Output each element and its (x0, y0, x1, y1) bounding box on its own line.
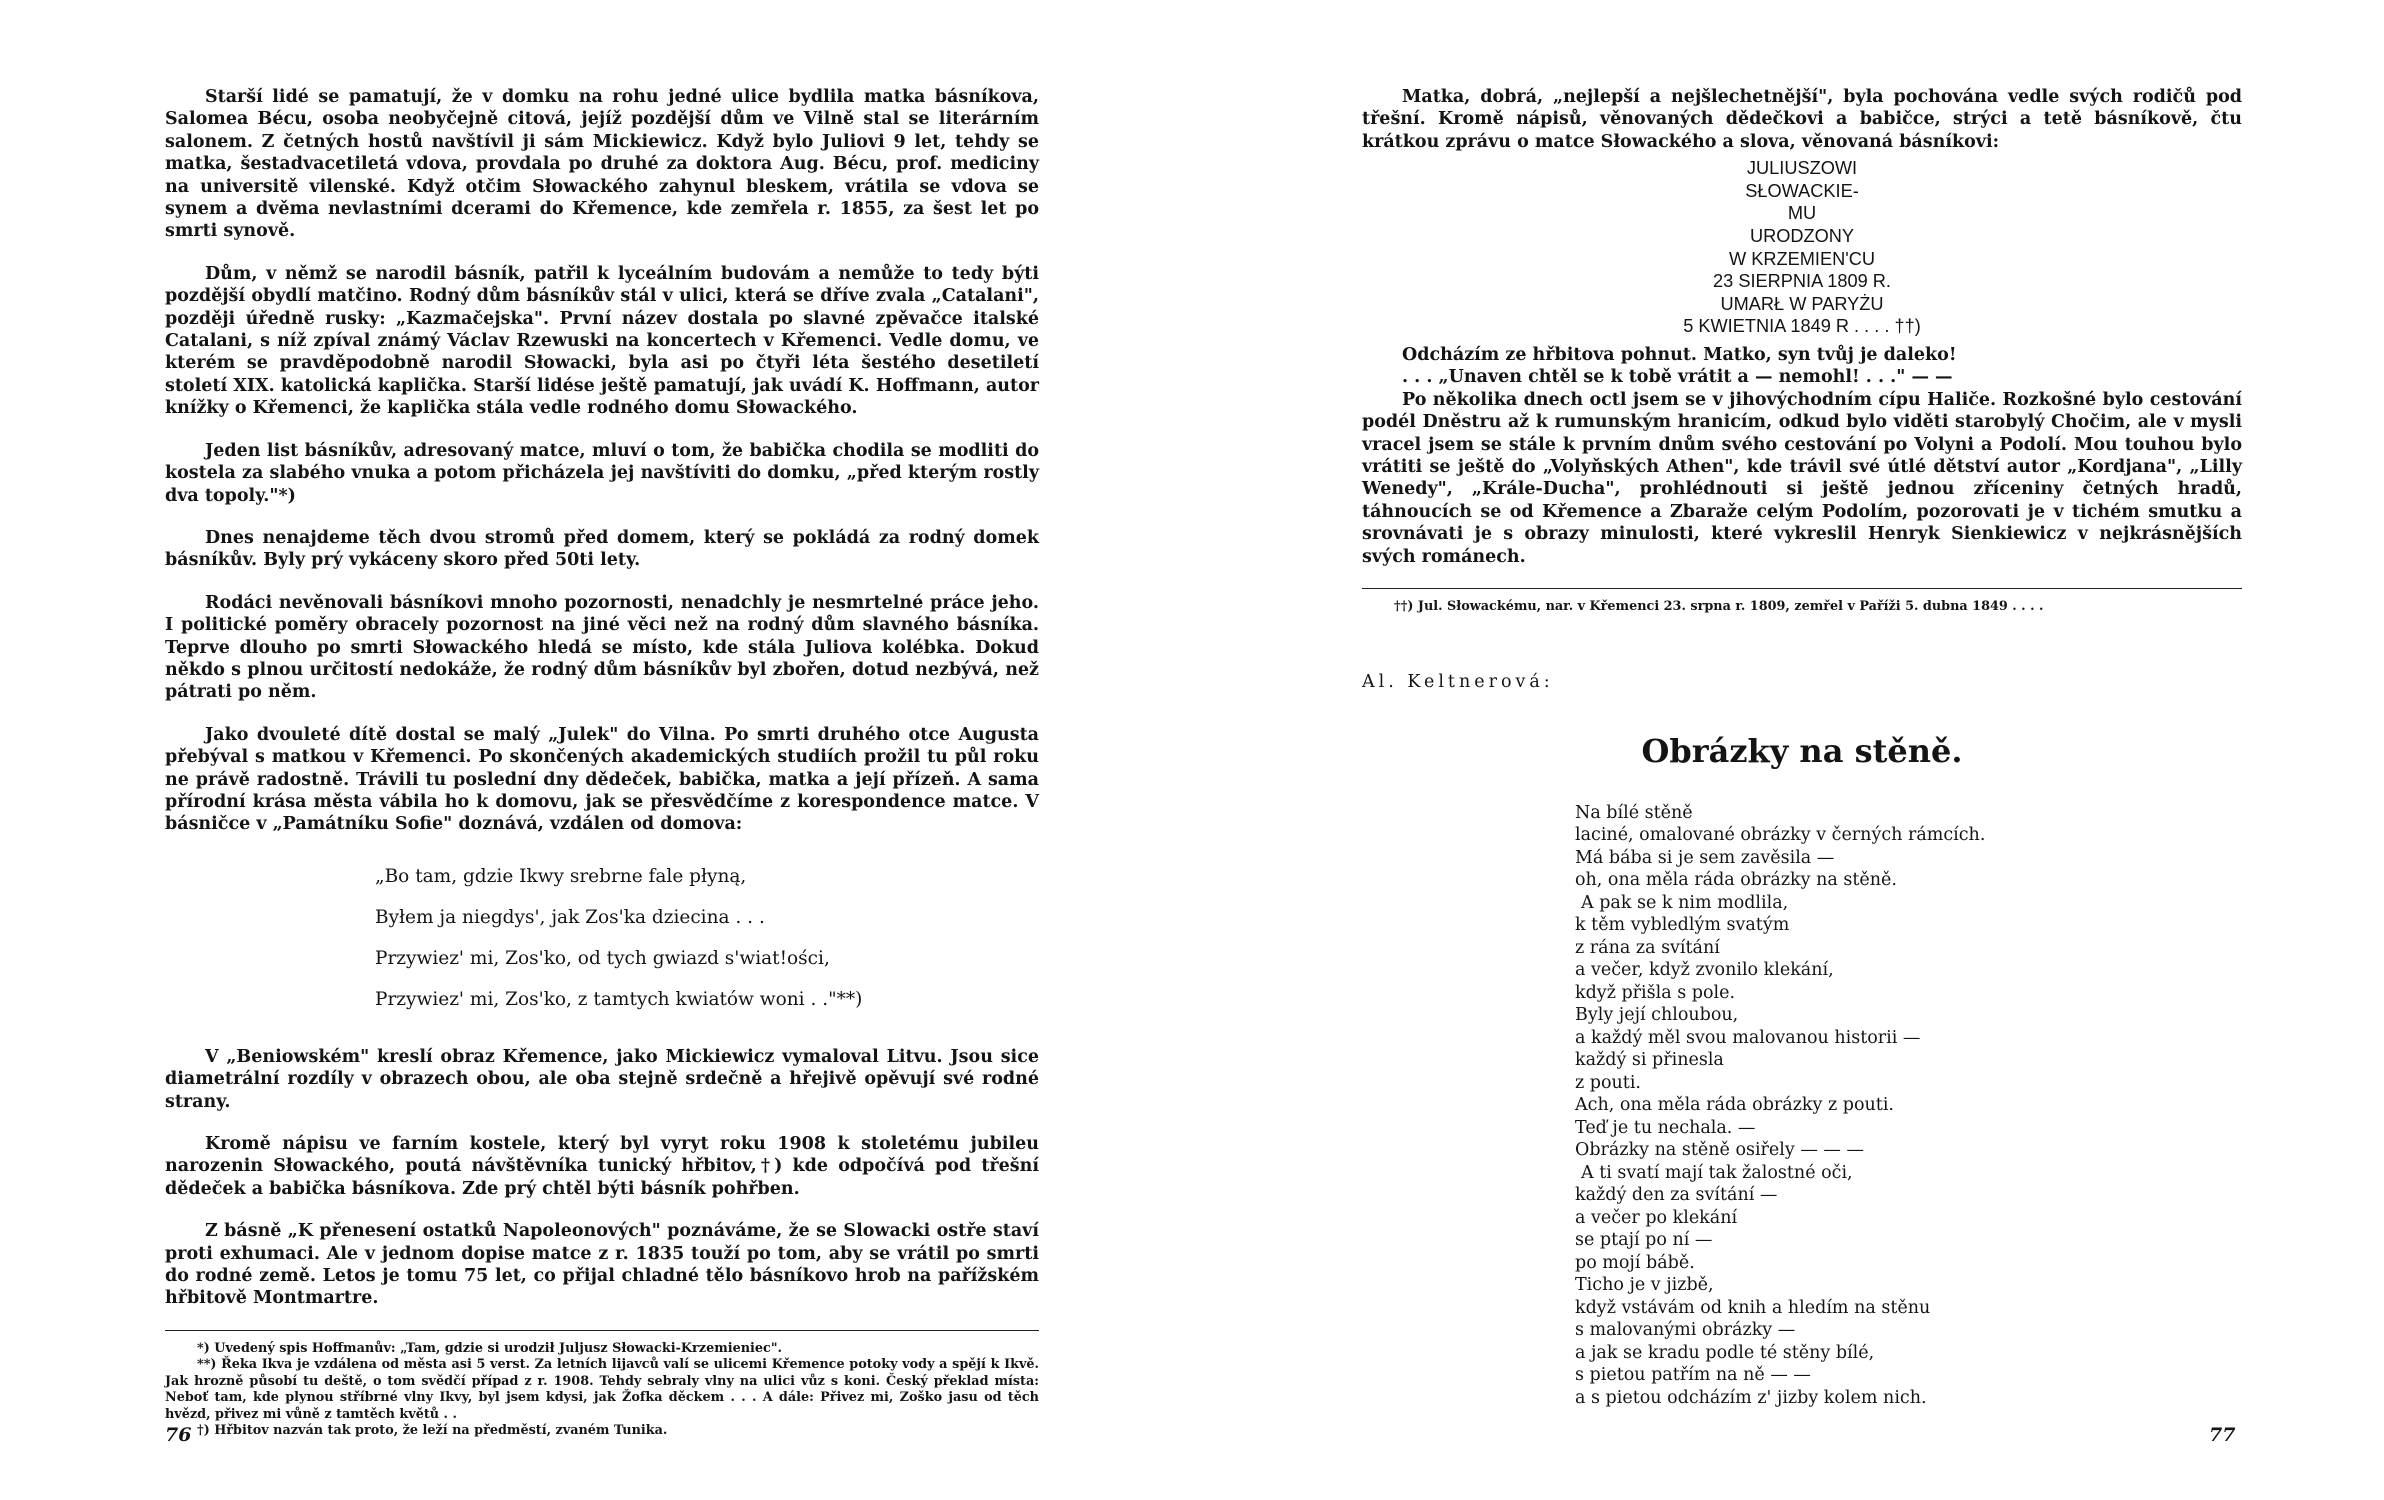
quote-line: Byłem ja niegdys', jak Zos'ka dziecina . . . (375, 906, 765, 928)
poem-line: Ticho je v jizbě, (1575, 1275, 1714, 1296)
poem-line: Na bílé stěně (1575, 802, 1693, 823)
poem-line: když přišla s pole. (1575, 982, 1736, 1003)
poem-line: s malovanými obrázky — (1575, 1320, 1796, 1341)
quote-line: „Bo tam, gdzie Ikwy srebrne fale płyną, (375, 865, 747, 887)
paragraph: Kromě nápisu ve farním kostele, který byl vyryt roku 1908 k stoletému jubileu narozenin Słowackého, poutá návštěvníka tunický hřbitov,†) kde odpočívá pod třešní dědeček a babička básníkova. Zde prý chtěl býti básník pohřben. (165, 1134, 1039, 1199)
footnote-divider (165, 1330, 1039, 1331)
poem-line: z rána za svítání (1575, 937, 1720, 958)
paragraph: . . . „Unaven chtěl se k tobě vrátit a — nemohl! . . ." — — (1402, 367, 1953, 388)
footnote: †) Hřbitov nazván tak proto, že leží na předměstí, zvaném Tunika. (197, 1423, 668, 1439)
poem-line: A pak se k nim modlila, (1581, 892, 1789, 913)
footnote-divider (1362, 588, 2242, 589)
poem (1575, 802, 2242, 1410)
poem-line: a s pietou odcházím z' jizby kolem nich. (1575, 1387, 1927, 1408)
polish-verse-quote (375, 856, 1039, 1020)
right-text-column (1362, 86, 2242, 1409)
poem-line: Má bába si je sem zavěsila — (1575, 847, 1835, 868)
poem-line: oh, ona měla ráda obrázky na stěně. (1575, 870, 1897, 891)
poem-line: po mojí bábě. (1575, 1252, 1695, 1273)
inscription-line: MU (1787, 203, 1817, 224)
poem-line: Byly její chloubou, (1575, 1005, 1739, 1026)
poem-line: každý si přinesla (1575, 1050, 1724, 1071)
page-number: 76 (165, 1424, 192, 1446)
poem-line: A ti svatí mají tak žalostné oči, (1581, 1162, 1853, 1183)
right-page (1192, 0, 2384, 1500)
poem-line: laciné, omalované obrázky v černých rámcích. (1575, 825, 1986, 846)
inscription-line: JULIUSZOWI (1746, 158, 1858, 179)
footnote: ††) Jul. Słowackému, nar. v Křemenci 23. srpna r. 1809, zemřel v Paříži 5. dubna 1849 . . . . (1394, 599, 2044, 615)
poem-line: Teď je tu nechala. — (1575, 1117, 1756, 1138)
grave-inscription (1362, 157, 2242, 338)
paragraph: Matka, dobrá, „nejlepší a nejšlechetnější", byla pochována vedle svých rodičů pod třešní. Kromě nápisů, věnovaných dědečkovi a babičce, strýci a tetě básníkově, čtu krátkou zprávu o matce Słowackého a slova, věnovaná básníkovi: (1362, 87, 2242, 152)
poem-line: když vstávám od knih a hledím na stěnu (1575, 1297, 1931, 1318)
inscription-line: URODZONY (1749, 226, 1855, 246)
poem-line: k těm vybledlým svatým (1575, 915, 1790, 936)
quote-line: Przywiez' mi, Zos'ko, od tych gwiazd s'wiat!ości, (375, 947, 830, 969)
inscription-line: SŁOWACKIE- (1745, 180, 1859, 201)
poem-line: a jak se kradu podle té stěny bílé, (1575, 1342, 1875, 1363)
poem-line: a večer, když zvonilo klekání, (1575, 960, 1834, 981)
left-text-column (165, 86, 1039, 1440)
footnote: **) Řeka Ikva je vzdálena od města asi 5 verst. Za letních lijavců valí se ulicemi Křemence potoky vody a spějí k Ikvě. Jak hrozně působí tu deště, o tom svědčí případ z r. 1908. Tehdy sebraly vlny na ulici vůz s koni. Český překlad místa: Neboť tam, kde plynou stříbrné vlny Ikvy, byl jsem kdysi, jak Žofka děckem . . . A dále: Přivez mi, Zoško jasu od těch hvězd, přivez mi vůně z tamtěch květů . . (165, 1357, 1039, 1422)
paragraph: Rodáci nevěnovali básníkovi mnoho pozornosti, nenadchly je nesmrtelné práce jeho. I politické poměry obracely pozornost na jiné věci než na rodný dům slavného básníka. Teprve dlouho po smrti Słowackého hledá se místo, kde stála Juliova kolébka. Dokud někdo s plnou určitostí nedokáže, že rodný dům básníkův byl zbořen, dotud nezbývá, než pátrati po něm. (165, 592, 1039, 703)
paragraph: Jeden list básníkův, adresovaný matce, mluví o tom, že babička chodila se modliti do kostela za slabého vnuka a potom přicházela jej navštíviti do domku, „před kterým rostly dva topoly."*) (165, 440, 1039, 506)
poem-line: Obrázky na stěně osiřely — — — (1575, 1140, 1864, 1161)
poem-line: a večer po klekání (1575, 1207, 1738, 1228)
inscription-line: UMARŁ W PARYŻU (1720, 293, 1884, 314)
poem-title: Obrázky na stěně. (1641, 731, 1963, 770)
paragraph: Z básně „K přenesení ostatků Napoleonových" poznáváme, že se Slowacki ostře staví proti exhumaci. Ale v jednom dopise matce z r. 1835 touží po tom, aby se vrátil po smrti do rodné země. Letos je tomu 75 let, co přijal chladné tělo básníkovo hrob na pařížském hřbitově Montmartre. (165, 1221, 1039, 1309)
poem-line: každý den za svítání — (1575, 1185, 1778, 1206)
paragraph: Dům, v němž se narodil básník, patřil k lyceálním budovám a nemůže to tedy býti pozdější obydlí matčino. Rodný dům básníkův stál v ulici, která se dříve zvala „Catalani", později úředně rusky: „Kazmačejska". První název dostala po slavné zpěvačce italské Catalani, s níž zpíval známý Václav Rzewuski na koncertech v Křemenci. Vedle domu, ve kterém se pravděpodobně narodil Słowacki, byla asi po čtyři léta šestého desetiletí století XIX. katolická kaplička. Starší lidése ještě pamatují, jak uvádí K. Hoffmann, autor knížky o Křemenci, že kaplička stála vedle rodného domu Słowackého. (165, 263, 1039, 419)
poem-line: Ach, ona měla ráda obrázky z pouti. (1575, 1095, 1894, 1116)
poem-author: Al. Keltnerová: (1362, 671, 1554, 692)
paragraph: Starší lidé se pamatují, že v domku na rohu jedné ulice bydlila matka básníkova, Salomea Bécu, osoba neobyčejně citová, jejíž pozdější dům ve Vilně stal se literárním salonem. Z četných hostů navštívil ji sám Mickiewicz. Když bylo Juliovi 9 let, tehdy se matka, šestadvacetiletá vdova, provdala po druhé za doktora Aug. Bécu, prof. mediciny na universitě vilenské. Když otčim Słowackého zahynul bleskem, vrátila se vdova se synem a dvěma nevlastními dcerami do Křemence, kde zemřela r. 1855, za šest let po smrti synově. (165, 87, 1039, 242)
inscription-line: W KRZEMIEN'CU (1729, 248, 1875, 269)
inscription-line: 23 SIERPNIA 1809 R. (1713, 271, 1891, 292)
footnote: *) Uvedený spis Hoffmanův: „Tam, gdzie si urodził Juljusz Słowacki-Krzemieniec". (197, 1340, 782, 1356)
poem-line: z pouti. (1575, 1072, 1641, 1093)
page-number: 77 (2209, 1424, 2236, 1446)
inscription-line: 5 KWIETNIA 1849 R . . . . ††) (1683, 316, 1921, 337)
poem-line: s pietou patřím na ně — — (1575, 1365, 1811, 1386)
quote-line: Przywiez' mi, Zos'ko, z tamtych kwiatów woni . ."**) (375, 988, 863, 1010)
paragraph: V „Beniowském" kreslí obraz Křemence, jako Mickiewicz vymaloval Litvu. Jsou sice diametrální rozdíly v obrazech obou, ale oba stejně srdečně a hřejivě opěvují své rodné strany. (165, 1046, 1039, 1112)
paragraph: Po několika dnech octl jsem se v jihovýchodním cípu Haliče. Rozkošné bylo cestování podél Dněstru až k rumunským hranicím, odkud bylo viděti starobylý Chočim, ale v mysli vracel jsem se stále k prvním dnům svého cestování po Volyni a Podolí. Mou touhou bylo vrátiti se ještě do „Volyňských Athen", kde trávil své útlé dětství autor „Kordjana", „Lilly Wenedy", „Krále-Ducha", prohlédnouti si ještě jednou zříceniny četných hradů, táhnoucích se od Křemence a Zbaraže celým Podolím, pozorovati je v tichém smutku a srovnávati je s obrazy minulosti, které vykreslil Henryk Sienkiewicz v nejkrásnějších svých románech. (1362, 389, 2242, 567)
poem-line: a každý měl svou malovanou historii — (1575, 1027, 1921, 1048)
paragraph: Odcházím ze hřbitova pohnut. Matko, syn tvůj je daleko! (1402, 344, 1957, 365)
poem-line: se ptají po ní — (1575, 1230, 1713, 1251)
paragraph: Jako dvouleté dítě dostal se malý „Julek" do Vilna. Po smrti druhého otce Augusta přebýval s matkou v Křemenci. Po skončených akademických studiích prožil tu půl roku ne právě radostně. Trávili tu poslední dny dědeček, babička, matka a její přízeň. A sama přírodní krása města vábila ho k domovu, jak se přesvědčíme z korespondence matce. V básničce v „Památníku Sofie" doznává, vzdálen od domova: (165, 724, 1039, 835)
paragraph: Dnes nenajdeme těch dvou stromů před domem, který se pokládá za rodný domek básníkův. Byly prý vykáceny skoro před 50ti lety. (165, 527, 1039, 571)
